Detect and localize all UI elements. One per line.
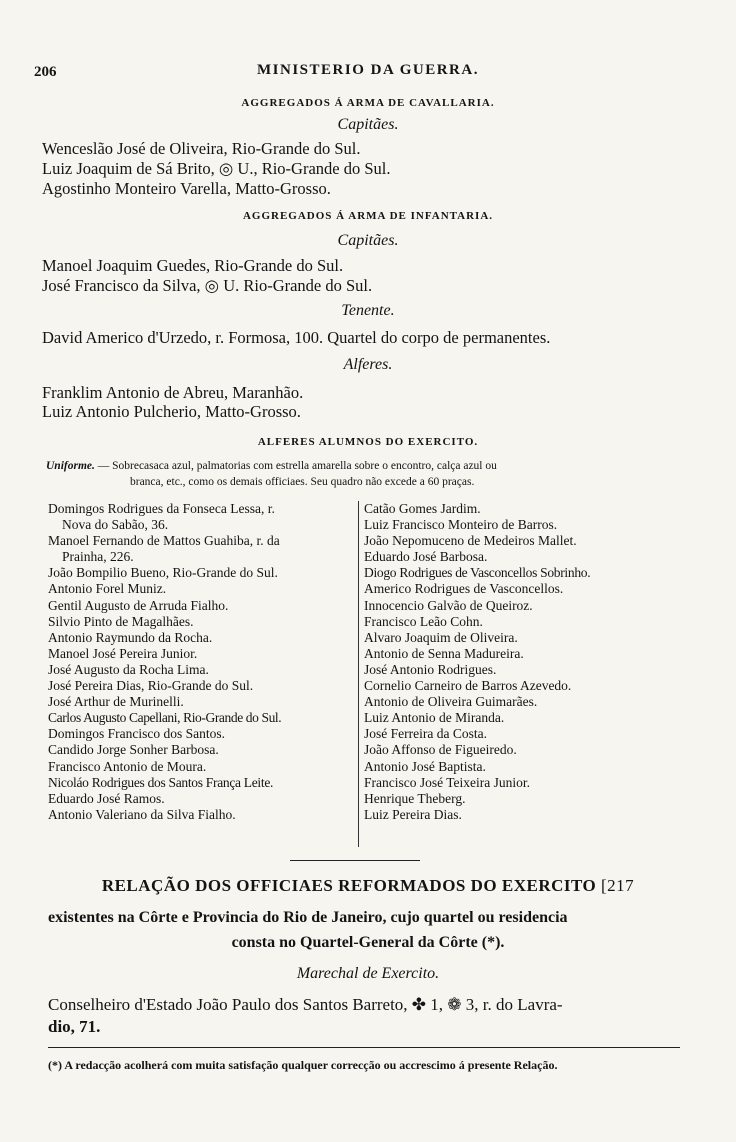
retired-entry: [48, 994, 688, 1038]
infantry-heading: AGGREGADOS Á ARMA DE INFANTARIA.: [242, 210, 494, 222]
list-item: Domingos Rodrigues da Fonseca Lessa, r.: [48, 501, 275, 516]
infantry-ensign: Luiz Antonio Pulcherio, Matto-Grosso.: [42, 402, 301, 421]
retired-entry-line-2: dio, 71.: [48, 1017, 101, 1036]
infantry-ensigns-rank: Alferes.: [343, 356, 393, 373]
list-item: Diogo Rodrigues de Vasconcellos Sobrinho.: [364, 565, 591, 581]
list-item: Antonio de Oliveira Guimarães.: [364, 694, 538, 710]
infantry-captain: Manoel Joaquim Guedes, Rio-Grande do Sul.: [42, 256, 344, 275]
list-item: Henrique Theberg.: [364, 790, 466, 806]
cavalry-rank: Capitães.: [337, 116, 399, 133]
list-item: Francisco Leão Cohn.: [364, 613, 483, 629]
list-item: Silvio Pinto de Magalhães.: [48, 613, 194, 629]
list-item: Nova do Sabão, 36.: [62, 517, 169, 533]
retired-title: [0, 876, 736, 896]
list-item: Innocencio Galvão de Queiroz.: [364, 597, 533, 613]
infantry-ensign: Franklim Antonio de Abreu, Maranhão.: [42, 383, 304, 402]
list-item: José Ferreira da Costa.: [364, 726, 487, 742]
infantry-lieutenant: David Americo d'Urzedo, r. Formosa, 100. Quartel do corpo de permanentes.: [42, 328, 551, 347]
list-item: Antonio Forel Muniz.: [48, 581, 167, 597]
students-right-column: [364, 501, 694, 823]
infantry-captains-rank: Capitães.: [337, 232, 399, 249]
list-item: Candido Jorge Sonher Barbosa.: [48, 742, 219, 758]
cavalry-entry: Agostinho Monteiro Varella, Matto-Grosso.: [42, 179, 331, 198]
cavalry-entry: Luiz Joaquim de Sá Brito, ◎ U., Rio-Grande do Sul.: [42, 159, 391, 178]
list-item: Luiz Pereira Dias.: [364, 806, 462, 822]
list-item: José Antonio Rodrigues.: [364, 661, 497, 677]
list-item: Antonio José Baptista.: [364, 758, 486, 774]
uniform-note: [46, 458, 682, 490]
infantry-captain: José Francisco da Silva, ◎ U. Rio-Grande do Sul.: [42, 276, 373, 295]
cavalry-heading: AGGREGADOS Á ARMA DE CAVALLARIA.: [241, 97, 495, 109]
list-item: Catão Gomes Jardim.: [364, 501, 481, 516]
list-item: Alvaro Joaquim de Oliveira.: [364, 629, 518, 645]
list-item: Carlos Augusto Capellani, Rio-Grande do Sul.: [48, 710, 282, 726]
list-item: Francisco Antonio de Moura.: [48, 758, 207, 774]
list-item: Francisco José Teixeira Junior.: [364, 774, 531, 790]
list-item: Antonio Raymundo da Rocha.: [48, 629, 213, 645]
infantry-lieutenant-rank: Tenente.: [341, 302, 395, 319]
list-item: José Pereira Dias, Rio-Grande do Sul.: [48, 678, 254, 694]
students-heading: ALFERES ALUMNOS DO EXERCITO.: [257, 436, 479, 448]
list-item: João Affonso de Figueiredo.: [364, 742, 517, 758]
list-item: Nicoláo Rodrigues dos Santos França Leite.: [48, 774, 274, 790]
list-item: Gentil Augusto de Arruda Fialho.: [48, 597, 229, 613]
list-item: Prainha, 226.: [62, 549, 134, 565]
retired-subtitle-2: consta no Quartel-General da Côrte (*).: [231, 934, 505, 951]
uniform-text-1: — Sobrecasaca azul, palmatorias com estrella amarella sobre o encontro, calça azul ou: [97, 460, 497, 472]
retired-title-text: RELAÇÃO DOS OFFICIAES REFORMADOS DO EXERCITO: [101, 876, 597, 895]
retired-title-number: [217: [601, 876, 635, 895]
section-divider: [290, 860, 420, 861]
list-item: João Nepomuceno de Medeiros Mallet.: [364, 533, 577, 549]
list-item: Eduardo José Barbosa.: [364, 549, 488, 565]
list-item: José Augusto da Rocha Lima.: [48, 661, 209, 677]
list-item: Domingos Francisco dos Santos.: [48, 726, 225, 742]
page-number: 206: [34, 64, 57, 80]
list-item: João Bompilio Bueno, Rio-Grande do Sul.: [48, 565, 278, 581]
footnote-divider: [48, 1047, 680, 1048]
retired-subtitle-1: existentes na Côrte e Provincia do Rio de Janeiro, cujo quartel ou residencia: [48, 909, 568, 926]
column-divider: [358, 501, 359, 847]
list-item: Manoel Fernando de Mattos Guahiba, r. da: [48, 533, 280, 549]
running-title: MINISTERIO DA GUERRA.: [257, 62, 479, 78]
retired-rank: Marechal de Exercito.: [296, 965, 440, 982]
list-item: Eduardo José Ramos.: [48, 790, 165, 806]
list-item: José Arthur de Murinelli.: [48, 694, 184, 710]
list-item: Luiz Antonio de Miranda.: [364, 710, 505, 726]
list-item: Cornelio Carneiro de Barros Azevedo.: [364, 678, 572, 694]
list-item: Americo Rodrigues de Vasconcellos.: [364, 581, 564, 597]
list-item: Luiz Francisco Monteiro de Barros.: [364, 517, 558, 533]
list-item: Manoel José Pereira Junior.: [48, 645, 198, 661]
list-item: Antonio Valeriano da Silva Fialho.: [48, 806, 236, 822]
cavalry-entry: Wenceslão José de Oliveira, Rio-Grande do Sul.: [42, 139, 361, 158]
list-item: Antonio de Senna Madureira.: [364, 645, 524, 661]
retired-entry-line-1: Conselheiro d'Estado João Paulo dos Santos Barreto, ✤ 1, ❁ 3, r. do Lavra-: [48, 995, 563, 1014]
students-left-column: [48, 501, 356, 823]
footnote: (*) A redacção acolherá com muita satisfação qualquer correcção ou accrescimo á presente Relação.: [48, 1058, 558, 1072]
uniform-label: Uniforme.: [46, 460, 95, 472]
uniform-text-2: branca, etc., como os demais officiaes. Seu quadro não excede a 60 praças.: [130, 476, 475, 488]
